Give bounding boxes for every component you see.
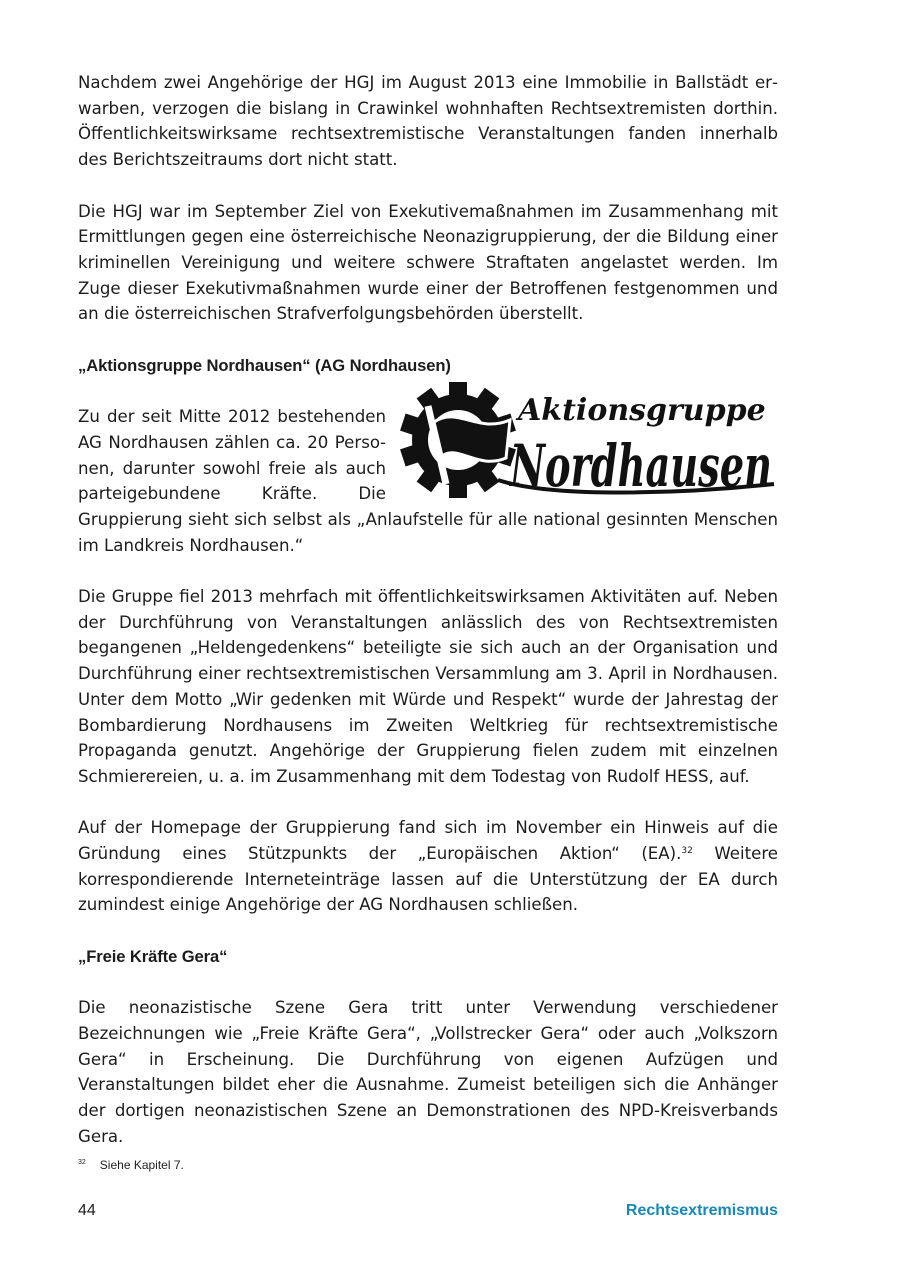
gear-flag-logo-icon — [402, 380, 778, 502]
logo-line-1: Aktionsgruppe — [518, 393, 766, 429]
section-heading-ag-nordhausen: „Aktionsgruppe Nordhausen“ (AG Nordhausen) — [78, 355, 451, 375]
paragraph: Die neonazistische Szene Gera tritt unter Verwendung verschiedener Bezeichnungen wie „Freie Kräfte Gera“, „Vollstrecker Gera“ oder auch „Volkszorn Gera“ in Erscheinung. Die Durchführung von eigenen Aufzügen und Veranstaltungen bildet eher die Ausnahme. Zumeist beteiligen sich die Anhänger der dortigen neonazistischen Szene an Demonstrationen des NPD-Kreisverbands Gera. — [78, 998, 778, 1146]
ag-nordhausen-logo — [402, 380, 778, 502]
document-body — [78, 70, 778, 1149]
footnote-text: Siehe Kapitel 7. — [99, 1158, 184, 1172]
paragraph: Die Gruppe fiel 2013 mehrfach mit öffentlichkeitswirksamen Aktivitäten auf. Neben der Durchführung von Veranstaltungen anlässlich des von Rechtsextremisten begangenen „Heldengedenkens“ beteiligte sie sich auch an der Organisation und Durchführung einer rechtsextremistischen Versammlung am 3. April in Nordhausen. Unter dem Motto „Wir gedenken mit Würde und Respekt“ wurde der Jahrestag der Bombardierung Nordhausens im Zweiten Weltkrieg für rechtsextremistische Propaganda genutzt. Angehörige der Gruppierung fielen zudem mit einzelnen Schmierereien, u. a. im Zusammenhang mit dem Todestag von Rudolf HESS, auf. — [78, 587, 778, 786]
footnote-number: 32 — [78, 1159, 86, 1166]
paragraph — [78, 815, 778, 918]
page-number: 44 — [78, 1202, 96, 1219]
section-heading-freie-kraefte-gera: „Freie Kräfte Gera“ — [78, 946, 228, 966]
logo-line-2: Nordhausen — [508, 432, 772, 501]
paragraph-text: Auf der Homepage der Gruppierung fand sich im November ein Hinweis auf die Gründung eines Stützpunkts der „Europäischen Aktion“ (EA). — [78, 818, 778, 864]
page-footer — [78, 1202, 778, 1226]
footnote-reference[interactable]: 32 — [681, 846, 693, 857]
footnote — [78, 1158, 184, 1172]
paragraph-text: Weitere korrespondierende Interneteinträge lassen auf die Unterstützung der EA durch zumindest einige Angehörige der AG Nordhausen schließen. — [78, 844, 778, 915]
paragraph: Die HGJ war im September Ziel von Exekutivemaßnahmen im Zusammenhang mit Ermittlungen gegen eine österreichische Neonazigruppierung, der die Bildung einer kriminellen Vereinigung und weitere schwere Straftaten angelastet werden. Im Zuge dieser Exekutivmaßnahmen wurde einer der Betroffenen festgenommen und an die österreichischen Strafverfolgungsbehörden überstellt. — [78, 201, 778, 324]
footer-section-name: Rechtsextremismus — [625, 1202, 778, 1219]
paragraph: Zu der seit Mitte 2012 bestehenden AG Nordhausen zählen ca. 20 Personen, darunter sowohl freie als auch parteigebundene Kräfte. Die Gruppierung sieht sich selbst als „Anlaufstelle für alle national gesinnten Menschen im Landkreis Nordhausen.“ — [78, 407, 778, 555]
paragraph: Nachdem zwei Angehörige der HGJ im August 2013 eine Immobilie in Ballstädt erwarben, verzogen die bislang in Crawinkel wohnhaften Rechtsextremisten dorthin. Öffentlichkeitswirksame rechtsextremistische Veranstaltungen fanden innerhalb des Berichtszeitraums dort nicht statt. — [78, 73, 778, 170]
